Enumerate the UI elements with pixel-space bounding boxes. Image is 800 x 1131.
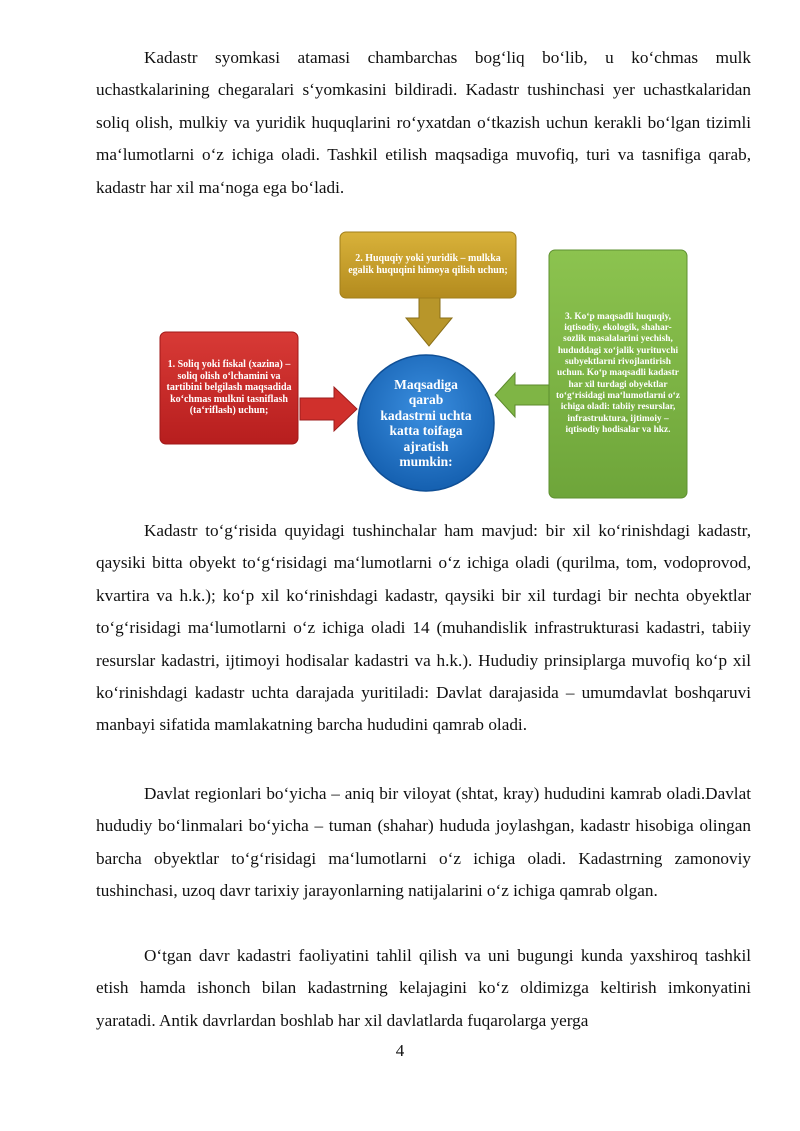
arrow-right xyxy=(495,373,549,417)
paragraph-3: Davlat regionlari bo‘yicha – aniq bir viloyat (shtat, kray) hududini kamrab oladi.Davlat hududiy bo‘linmalari bo‘yicha – tuman (shahar) hududa joylashgan, kadastr hisobiga olingan barcha obyektlar to‘g‘risidagi ma‘lumotlarni o‘z ichiga oladi. Kadastrning zamonoviy tushinchasi, uzoq davr tarixiy jarayonlarning natijalarini o‘z ichiga qamrab olgan. xyxy=(96,784,751,901)
arrow-top xyxy=(406,298,452,346)
box-top-text: 2. Huquqiy yoki yuridik – mulkka egalik huquqini himoya qilish uchun; xyxy=(348,253,508,276)
paragraph-4: O‘tgan davr kadastri faoliyatini tahlil qilish va uni bugungi kunda yaxshiroq tashkil etish hamda ishonch bilan kadastrning kelajagini ko‘z oldimizga keltirish imkonyatini yaratadi. Antik davrlardan boshlab har xil davlatlarda fuqarolarga yerga xyxy=(96,946,751,1030)
center-text: Maqsadiga qarab kadastrni uchta katta toifaga ajratish mumkin: xyxy=(380,376,472,469)
paragraph-2: Kadastr to‘g‘risida quyidagi tushinchalar ham mavjud: bir xil ko‘rinishdagi kadastr, qaysiki bitta obyekt to‘g‘risidagi ma‘lumotlarni o‘z ichiga oladi (qurilma, tom, vodoprovod, kvartira va h.k.); ko‘p xil ko‘rinishdagi kadastr, qaysiki bir xil turdagi bir nechta obyektlar to‘g‘risidagi ma‘lumotlarni o‘z ichiga oladi 14 (muhandislik infrastrukturasi kadastri, tabiiy resurslar kadastri, ijtimoyi hodisalar kadastri va h.k.). Hududiy prinsiplarga muvofiq ko‘p xil ko‘rinishdagi kadastr uchta darajada yuritiladi: Davlat darajasida – umumdavlat boshqaruvi manbayi sifatida mamlakatning barcha hududini qamrab oladi. xyxy=(96,521,751,735)
page-number: 4 xyxy=(395,1041,405,1060)
box-left-text: 1. Soliq yoki fiskal (xazina) – soliq olish o‘lchamini va tartibini belgilash maqsadida ko‘chmas mulkni tasniflash (ta‘riflash) uchun; xyxy=(166,359,292,417)
paragraph-1: Kadastr syomkasi atamasi chambarchas bog‘liq bo‘lib, u ko‘chmas mulk uchastkalarining chegaralari s‘yomkasini bildiradi. Kadastr tushinchasi yer uchastkalaridan soliq olish, mulkiy va yuridik huquqlarini ro‘yxatdan o‘tkazish uchun kerakli bo‘lgan tizimli ma‘lumotlarni o‘z ichiga oladi. Tashkil etilish maqsadiga muvofiq, turi va tasnifiga qarab, kadastr har xil ma‘noga ega bo‘ladi. xyxy=(96,48,751,197)
arrow-left xyxy=(300,387,357,431)
box-right-text: 3. Ko‘p maqsadli huquqiy, iqtisodiy, ekologik, shahar-sozlik masalalarini yechish, hududdagi xo‘jalik yurituvchi subyektlarni rivojlantirish uchun. Ko‘p maqsadli kadastr har xil turdagi obyektlar to‘g‘risidagi ma‘lumotlarni o‘z ichiga oladi: tabiiy resurslar, infrastruktura, ijtimoiy – iqtisodiy hodisalar va hkz. xyxy=(556,311,680,435)
